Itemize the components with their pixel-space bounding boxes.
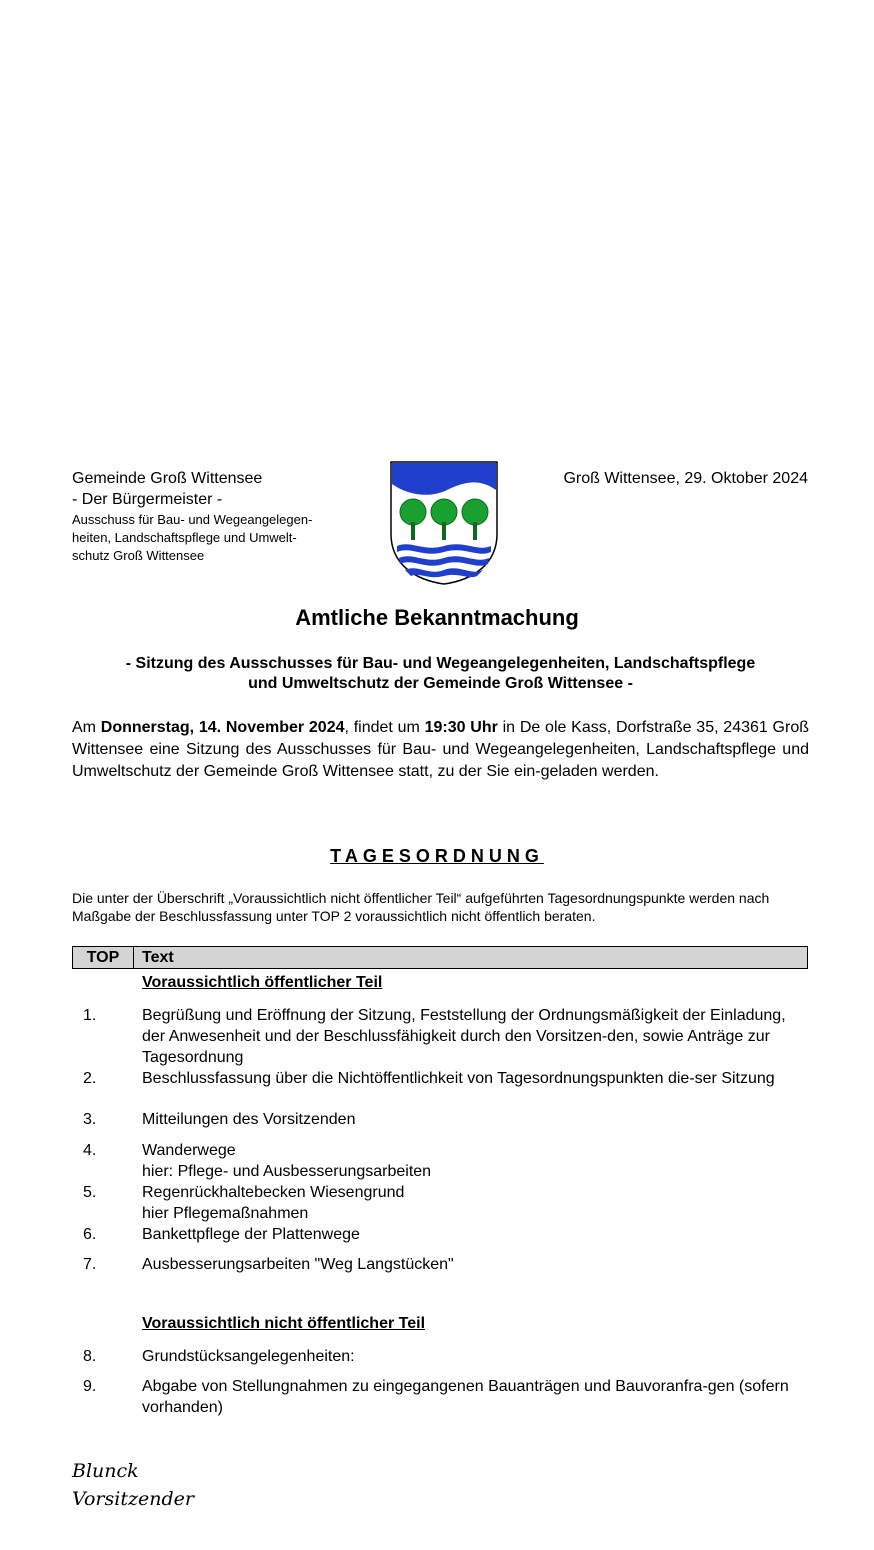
coat-of-arms-icon [389,460,499,586]
intro-paragraph: Am Donnerstag, 14. November 2024, findet um 19:30 Uhr in De ole Kass, Dorfstraße 35, 24361 Groß Wittensee eine Sitzung des Ausschusses für Bau- und Wegeangelegenheiten, Landschaftspflege und Umweltschutz der Gemeinde Groß Wittensee statt, zu der Sie ein-geladen werden. [72,719,809,780]
municipality-name: Gemeinde Groß Wittensee [72,470,263,487]
agenda-heading: TAGESORDNUNG [330,846,544,866]
column-top: TOP [73,947,134,968]
signature-name: Blunck [72,1460,139,1482]
committee-name: Ausschuss für Bau- und Wegeangelegen- heiten, Landschaftspflege und Umwelt- schutz Groß Wittensee [72,512,313,563]
agenda-item: 9. Abgabe von Stellungnahmen zu eingegangenen Bauanträgen und Bauvoranfra-gen (sofern vorhanden) [83,1378,789,1416]
agenda-item: 4. Wanderwege hier: Pflege- und Ausbesserungsarbeiten [83,1142,432,1180]
sender-block [72,468,372,565]
agenda-item: 3. Mitteilungen des Vorsitzenden [83,1111,356,1128]
agenda-item: 6. Bankettpflege der Plattenwege [83,1226,360,1243]
meeting-date: Donnerstag, 14. November 2024 [100,719,345,736]
table-header [72,946,808,969]
private-section-heading: Voraussichtlich nicht öffentlicher Teil [142,1315,426,1332]
meeting-time: 19:30 Uhr [424,719,498,736]
office-line: - Der Bürgermeister - [72,491,223,508]
signature-role: Vorsitzender [72,1488,194,1510]
page-title: Amtliche Bekanntmachung [295,605,579,630]
agenda-item: 5. Regenrückhaltebecken Wiesengrund hier Pflegemaßnahmen [83,1184,405,1222]
agenda-note: Die unter der Überschrift „Voraussichtlich nicht öffentlicher Teil“ aufgeführten Tagesordnungspunkte werden nach Maßgabe der Beschlussfassung unter TOP 2 voraussichtlich nicht öffentlich beraten. [72,890,770,924]
agenda-item: 7. Ausbesserungsarbeiten "Weg Langstücken" [83,1256,454,1273]
public-section-heading: Voraussichtlich öffentlicher Teil [142,974,383,991]
agenda-item: 2. Beschlussfassung über die Nichtöffentlichkeit von Tagesordnungspunkten die-ser Sitzung [83,1070,775,1087]
agenda-item: 1. Begrüßung und Eröffnung der Sitzung, Feststellung der Ordnungsmäßigkeit der Einladung, der Anwesenheit und der Beschlussfähigkeit durch den Vorsitzen-den, sowie Anträge zur Tagesordnung [83,1007,786,1066]
agenda-item: 8. Grundstücksangelegenheiten: [83,1348,355,1365]
subtitle: - Sitzung des Ausschusses für Bau- und Wegeangelegenheiten, Landschaftspflege und Umweltschutz der Gemeinde Groß Wittensee - [125,655,756,692]
trees [400,499,488,525]
place-date: Groß Wittensee, 29. Oktober 2024 [563,470,808,487]
column-text: Text [142,949,174,966]
